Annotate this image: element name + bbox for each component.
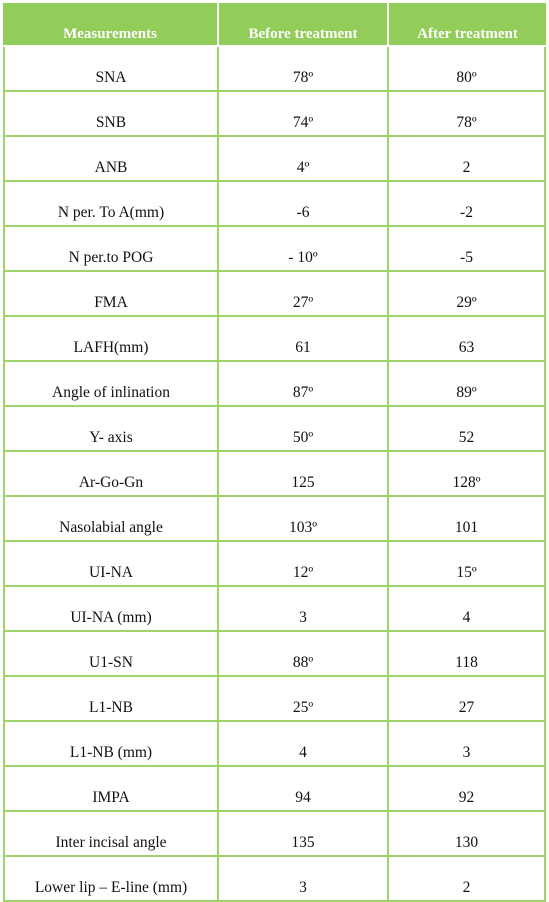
cell-text: N per.to POG — [68, 249, 154, 266]
measurement-cell — [3, 812, 219, 857]
measurement-cell — [3, 452, 219, 497]
table-row — [3, 497, 546, 542]
before-treatment-cell — [219, 137, 389, 182]
table-row — [3, 362, 546, 407]
measurement-cell — [3, 857, 219, 902]
cell-text: 92 — [458, 789, 475, 806]
table-header-row — [3, 3, 546, 47]
before-treatment-cell — [219, 722, 389, 767]
cell-text: 94 — [295, 789, 311, 806]
cell-text: U1-SN — [89, 654, 133, 671]
table-row — [3, 677, 546, 722]
table-row — [3, 632, 546, 677]
cell-text: 29º — [456, 294, 477, 311]
cell-text: 50º — [292, 429, 314, 446]
measurements-table-container — [3, 3, 546, 902]
after-treatment-cell — [389, 317, 546, 362]
cell-text: 61 — [295, 339, 311, 356]
after-treatment-cell — [389, 632, 546, 677]
measurement-cell — [3, 47, 219, 92]
cell-text: 2 — [462, 879, 471, 896]
cell-text: 2 — [462, 159, 471, 176]
cell-text: 63 — [458, 339, 475, 356]
before-treatment-cell — [219, 632, 389, 677]
cell-text: SNB — [95, 114, 127, 131]
cell-text: 80º — [456, 69, 477, 86]
cell-text: N per. To A(mm) — [57, 204, 165, 221]
cell-text: Y- axis — [89, 429, 133, 446]
before-treatment-cell — [219, 497, 389, 542]
header-measurements — [3, 3, 219, 47]
cell-text: Lower lip – E-line (mm) — [34, 879, 188, 896]
after-treatment-cell — [389, 812, 546, 857]
header-before-treatment — [219, 3, 389, 47]
table-row — [3, 317, 546, 362]
cell-text: 12º — [292, 564, 314, 581]
table-row — [3, 47, 546, 92]
before-treatment-cell — [219, 542, 389, 587]
measurement-cell — [3, 362, 219, 407]
after-treatment-cell — [389, 497, 546, 542]
before-treatment-cell — [219, 227, 389, 272]
cell-text: 52 — [458, 429, 475, 446]
measurement-cell — [3, 137, 219, 182]
after-treatment-cell — [389, 407, 546, 452]
measurement-cell — [3, 632, 219, 677]
table-row — [3, 722, 546, 767]
after-treatment-cell — [389, 227, 546, 272]
measurement-cell — [3, 407, 219, 452]
table-row — [3, 227, 546, 272]
cell-text: 88º — [292, 654, 314, 671]
cell-text: 78º — [292, 69, 314, 86]
cell-text: Nasolabial angle — [59, 519, 163, 536]
measurement-cell — [3, 767, 219, 812]
cell-text: LAFH(mm) — [73, 339, 149, 356]
after-treatment-cell — [389, 92, 546, 137]
measurement-cell — [3, 677, 219, 722]
cell-text: 101 — [454, 519, 479, 536]
after-treatment-cell — [389, 587, 546, 632]
after-treatment-cell — [389, 767, 546, 812]
before-treatment-cell — [219, 182, 389, 227]
cell-text: - 10º — [288, 249, 318, 266]
table-row — [3, 137, 546, 182]
after-treatment-cell — [389, 857, 546, 902]
after-treatment-cell — [389, 47, 546, 92]
before-treatment-cell — [219, 767, 389, 812]
after-treatment-cell — [389, 677, 546, 722]
before-treatment-cell — [219, 677, 389, 722]
before-treatment-cell — [219, 587, 389, 632]
measurement-cell — [3, 587, 219, 632]
cell-text: UI-NA (mm) — [70, 609, 152, 626]
table-row — [3, 272, 546, 317]
cell-text: 135 — [291, 834, 315, 851]
table-row — [3, 767, 546, 812]
cell-text: L1-NB — [89, 699, 133, 716]
cell-text: FMA — [94, 294, 128, 311]
measurement-cell — [3, 497, 219, 542]
cell-text: -6 — [296, 204, 310, 221]
after-treatment-cell — [389, 182, 546, 227]
cell-text: 27 — [458, 699, 475, 716]
cell-text: 4 — [462, 609, 471, 626]
measurement-cell — [3, 182, 219, 227]
measurement-cell — [3, 722, 219, 767]
before-treatment-cell — [219, 857, 389, 902]
cell-text: 128º — [452, 474, 481, 491]
cell-text: 87º — [292, 384, 314, 401]
cell-text: IMPA — [92, 789, 130, 806]
table-row — [3, 542, 546, 587]
table-body — [3, 47, 546, 902]
cell-text: ANB — [94, 159, 128, 176]
measurement-cell — [3, 542, 219, 587]
header-after-treatment — [389, 3, 546, 47]
table-row — [3, 857, 546, 902]
cell-text: 130 — [454, 834, 479, 851]
cell-text: Ar-Go-Gn — [78, 474, 144, 491]
before-treatment-cell — [219, 407, 389, 452]
cell-text: 15º — [456, 564, 477, 581]
cell-text: 3 — [462, 744, 471, 761]
header-label: After treatment — [417, 26, 518, 42]
measurement-cell — [3, 227, 219, 272]
cell-text: 103º — [288, 519, 318, 536]
before-treatment-cell — [219, 47, 389, 92]
cell-text: 89º — [456, 384, 477, 401]
cell-text: 4º — [296, 159, 310, 176]
cell-text: 27º — [292, 294, 314, 311]
cell-text: 125 — [291, 474, 315, 491]
measurement-cell — [3, 272, 219, 317]
cell-text: 3 — [299, 879, 307, 896]
header-label: Measurements — [63, 26, 157, 42]
cell-text: Inter incisal angle — [55, 834, 167, 851]
measurement-cell — [3, 317, 219, 362]
after-treatment-cell — [389, 137, 546, 182]
before-treatment-cell — [219, 362, 389, 407]
after-treatment-cell — [389, 542, 546, 587]
cell-text: L1-NB (mm) — [69, 744, 153, 761]
table-row — [3, 182, 546, 227]
before-treatment-cell — [219, 272, 389, 317]
table-row — [3, 452, 546, 497]
before-treatment-cell — [219, 452, 389, 497]
after-treatment-cell — [389, 722, 546, 767]
table-row — [3, 407, 546, 452]
before-treatment-cell — [219, 92, 389, 137]
cell-text: 78º — [456, 114, 477, 131]
table-row — [3, 92, 546, 137]
cell-text: 74º — [292, 114, 314, 131]
table-row — [3, 587, 546, 632]
cell-text: SNA — [95, 69, 127, 86]
cell-text: Angle of inlination — [52, 384, 170, 401]
cell-text: 4 — [299, 744, 307, 761]
cell-text: UI-NA — [89, 564, 133, 581]
after-treatment-cell — [389, 452, 546, 497]
table-row — [3, 812, 546, 857]
cell-text: -5 — [460, 249, 473, 266]
measurement-cell — [3, 92, 219, 137]
before-treatment-cell — [219, 812, 389, 857]
before-treatment-cell — [219, 317, 389, 362]
header-label: Before treatment — [248, 26, 358, 42]
measurements-table — [3, 3, 546, 902]
cell-text: 3 — [299, 609, 307, 626]
cell-text: 118 — [455, 654, 478, 671]
after-treatment-cell — [389, 362, 546, 407]
after-treatment-cell — [389, 272, 546, 317]
cell-text: 25º — [292, 699, 314, 716]
cell-text: -2 — [460, 204, 473, 221]
